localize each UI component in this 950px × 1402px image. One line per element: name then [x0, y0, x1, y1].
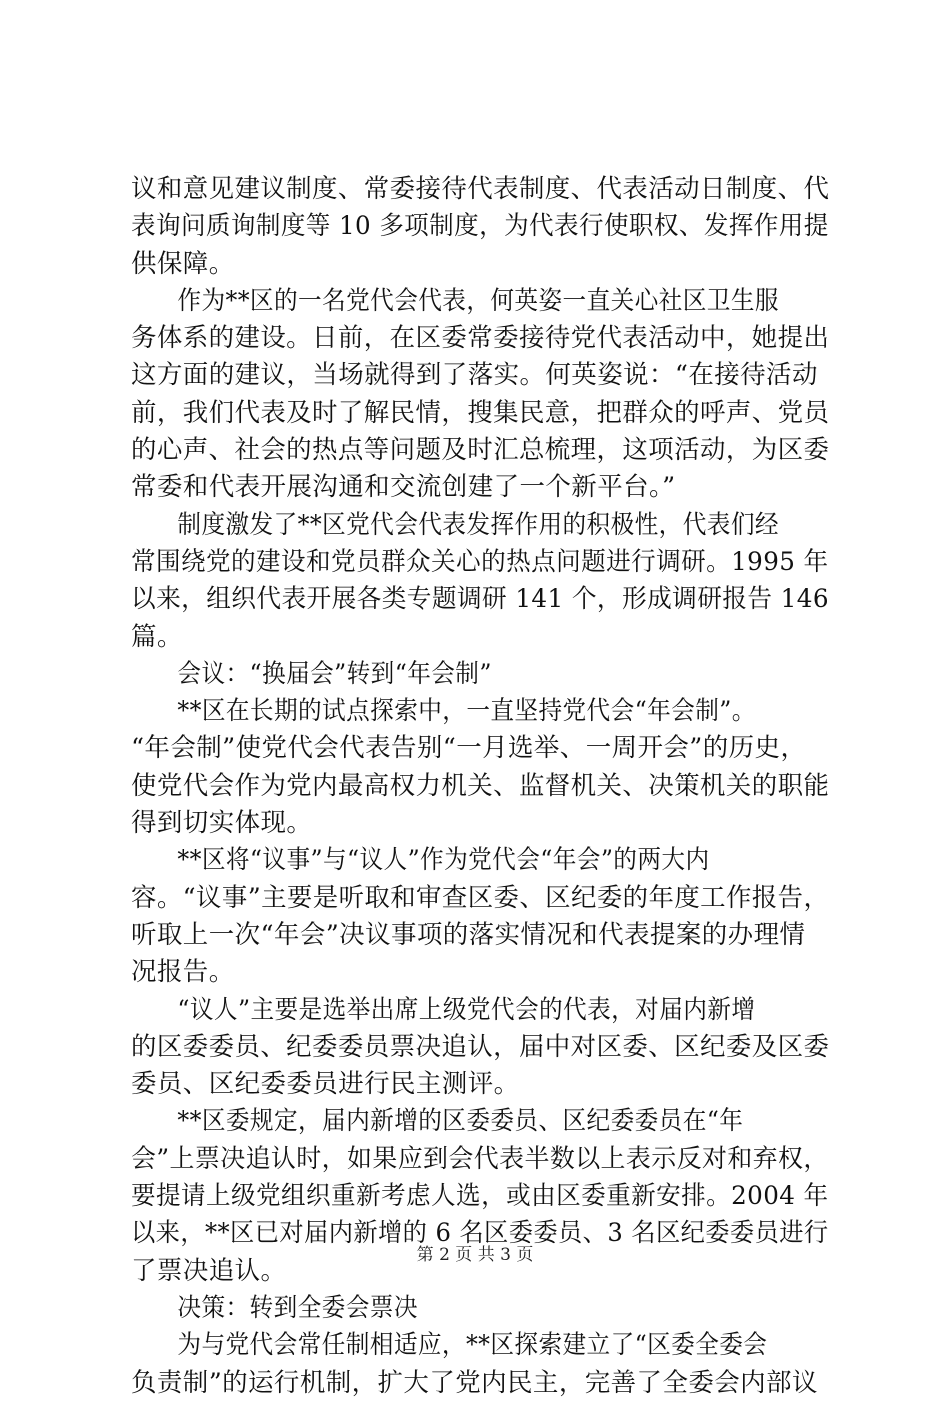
text-line: 篇。 — [131, 621, 183, 652]
text-line: 使党代会作为党内最高权力机关、监督机关、决策机关的职能 — [131, 770, 830, 801]
text-line: 表询问质询制度等 10 多项制度，为代表行使职权、发挥作用提 — [131, 211, 829, 242]
text-line: 议和意见建议制度、常委接待代表制度、代表活动日制度、代 — [131, 174, 830, 204]
text-line: 的心声、社会的热点等问题及时汇总梳理，这项活动，为区委 — [131, 435, 830, 466]
text-line: 听取上一次“年会”决议事项的落实情况和代表提案的办理情 — [131, 919, 806, 950]
text-line: 的区委委员、纪委委员票决追认，届中对区委、区纪委及区委 — [131, 1031, 830, 1062]
text-line: 为与党代会常任制相适应，**区探索建立了“区委全委会 — [177, 1330, 768, 1361]
text-line: 制度激发了**区党代会代表发挥作用的积极性，代表们经 — [177, 509, 779, 540]
text-line: 前，我们代表及时了解民情，搜集民意，把群众的呼声、党员 — [131, 397, 830, 428]
text-line: 容。“议事”主要是听取和审查区委、区纪委的年度工作报告， — [131, 882, 830, 913]
text-line: 以来，组织代表开展各类专题调研 141 个，形成调研报告 146 — [131, 584, 829, 615]
text-line: 会”上票决追认时，如果应到会代表半数以上表示反对和弃权， — [131, 1143, 829, 1174]
text-line: 以来，**区已对届内新增的 6 名区委委员、3 名区纪委委员进行 — [131, 1218, 829, 1249]
text-line: 这方面的建议，当场就得到了落实。何英姿说：“在接待活动 — [131, 360, 818, 391]
text-line: 委员、区纪委委员进行民主测评。 — [131, 1069, 520, 1100]
page-footer: 第 2 页 共 3 页 — [416, 1245, 534, 1265]
text-line: “年会制”使党代会代表告别“一月选举、一周开会”的历史， — [131, 733, 807, 764]
text-line: 要提请上级党组织重新考虑人选，或由区委重新安排。2004 年 — [131, 1181, 829, 1212]
text-line: 况报告。 — [131, 957, 235, 988]
text-line: 作为**区的一名党代会代表，何英姿一直关心社区卫生服 — [177, 285, 779, 316]
text-line: **区委规定，届内新增的区委委员、区纪委委员在“年 — [177, 1106, 744, 1137]
text-line: **区将“议事”与“议人”作为党代会“年会”的两大内 — [177, 845, 710, 876]
text-line: 会议：“换届会”转到“年会制” — [177, 658, 492, 689]
text-line: 务体系的建设。日前，在区委常委接待党代表活动中，她提出 — [131, 323, 830, 354]
text-line: 常围绕党的建设和党员群众关心的热点问题进行调研。1995 年 — [131, 546, 829, 577]
document-body — [131, 171, 829, 1402]
text-line: 了票决追认。 — [131, 1255, 287, 1286]
text-line: 常委和代表开展沟通和交流创建了一个新平台。” — [131, 472, 676, 503]
text-line: 得到切实体现。 — [131, 808, 313, 839]
text-line: 供保障。 — [131, 248, 235, 279]
text-line: 决策：转到全委会票决 — [177, 1292, 418, 1323]
text-line: “议人”主要是选举出席上级党代会的代表，对届内新增 — [177, 994, 756, 1025]
text-line: **区在长期的试点探索中，一直坚持党代会“年会制”。 — [177, 696, 756, 727]
text-line: 负责制”的运行机制，扩大了党内民主，完善了全委会内部议 — [131, 1367, 818, 1398]
